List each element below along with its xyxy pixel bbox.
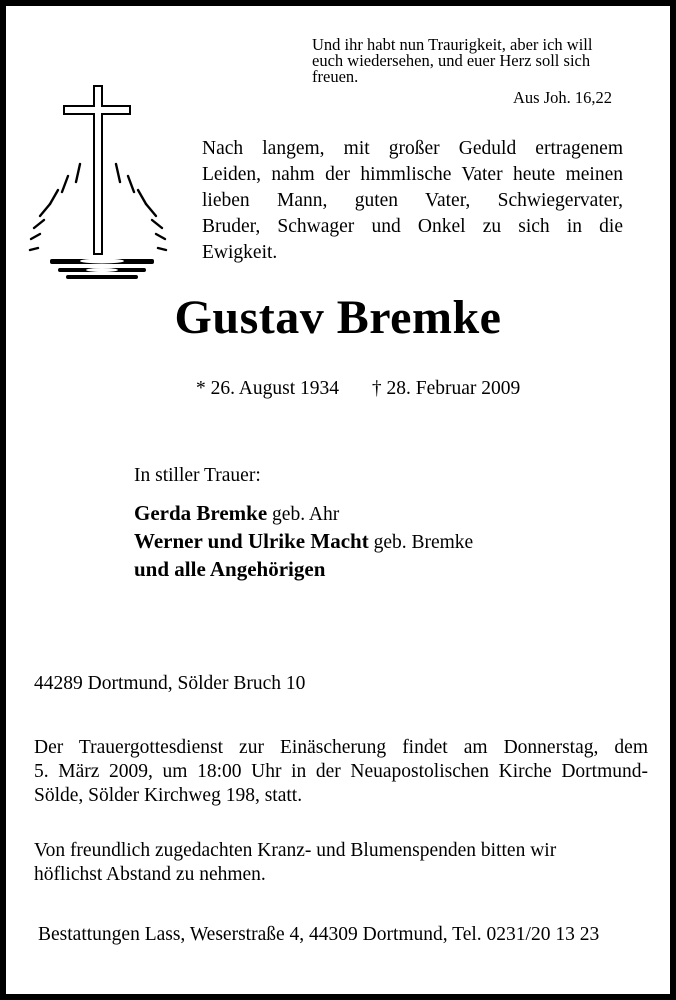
flowers-note [34,839,594,887]
bible-verse [312,37,630,85]
intro-line: lieben Mann, guten Vater, Schwiegervater, [202,190,623,211]
service-line: 5. März 2009, um 18:00 Uhr in der Neuapostolischen Kirche Dortmund- [34,761,648,782]
intro-text [202,136,623,266]
service-line: Der Trauergottesdienst zur Einäscherung findet am Donnerstag, dem [34,737,648,758]
intro-line: Bruder, Schwager und Onkel zu sich in die [202,216,623,237]
mourning-label: In stiller Trauer: [134,465,261,486]
family-address: 44289 Dortmund, Sölder Bruch 10 [34,673,306,694]
verse-line: freuen. [312,67,359,86]
mourner-name: und alle Angehörigen [134,557,326,581]
service-line: Sölde, Sölder Kirchweg 198, statt. [34,785,303,806]
life-dates [196,378,520,400]
intro-line: Nach langem, mit großer Geduld ertragenem [202,138,623,159]
mourner-entry [134,501,339,526]
deceased-name: Gustav Bremke [174,291,502,344]
birth-date: * 26. August 1934 [196,378,340,399]
intro-line: Leiden, nahm der himmlische Vater heute meinen [202,164,623,185]
verse-line: Und ihr habt nun Traurigkeit, aber ich will [312,35,593,54]
mourner-name: Werner und Ulrike Macht [134,529,369,553]
funeral-home-info: Bestattungen Lass, Weserstraße 4, 44309 Dortmund, Tel. 0231/20 13 23 [38,924,600,945]
service-info [34,736,648,808]
verse-reference: Aus Joh. 16,22 [512,88,612,107]
mourner-entry [134,529,473,554]
verse-line: euch wiedersehen, und euer Herz soll sich [312,51,591,70]
mourner-suffix: geb. Bremke [373,532,474,553]
cross-sunrise-waves-icon [28,82,178,292]
mourner-entry [134,557,325,582]
flowers-line: Von freundlich zugedachten Kranz- und Blumenspenden bitten wir [34,840,557,861]
death-date: † 28. Februar 2009 [371,378,521,399]
mourner-name: Gerda Bremke [134,501,268,525]
flowers-line: höflichst Abstand zu nehmen. [34,864,266,885]
intro-line: Ewigkeit. [202,242,278,263]
mourner-suffix: geb. Ahr [272,504,340,525]
